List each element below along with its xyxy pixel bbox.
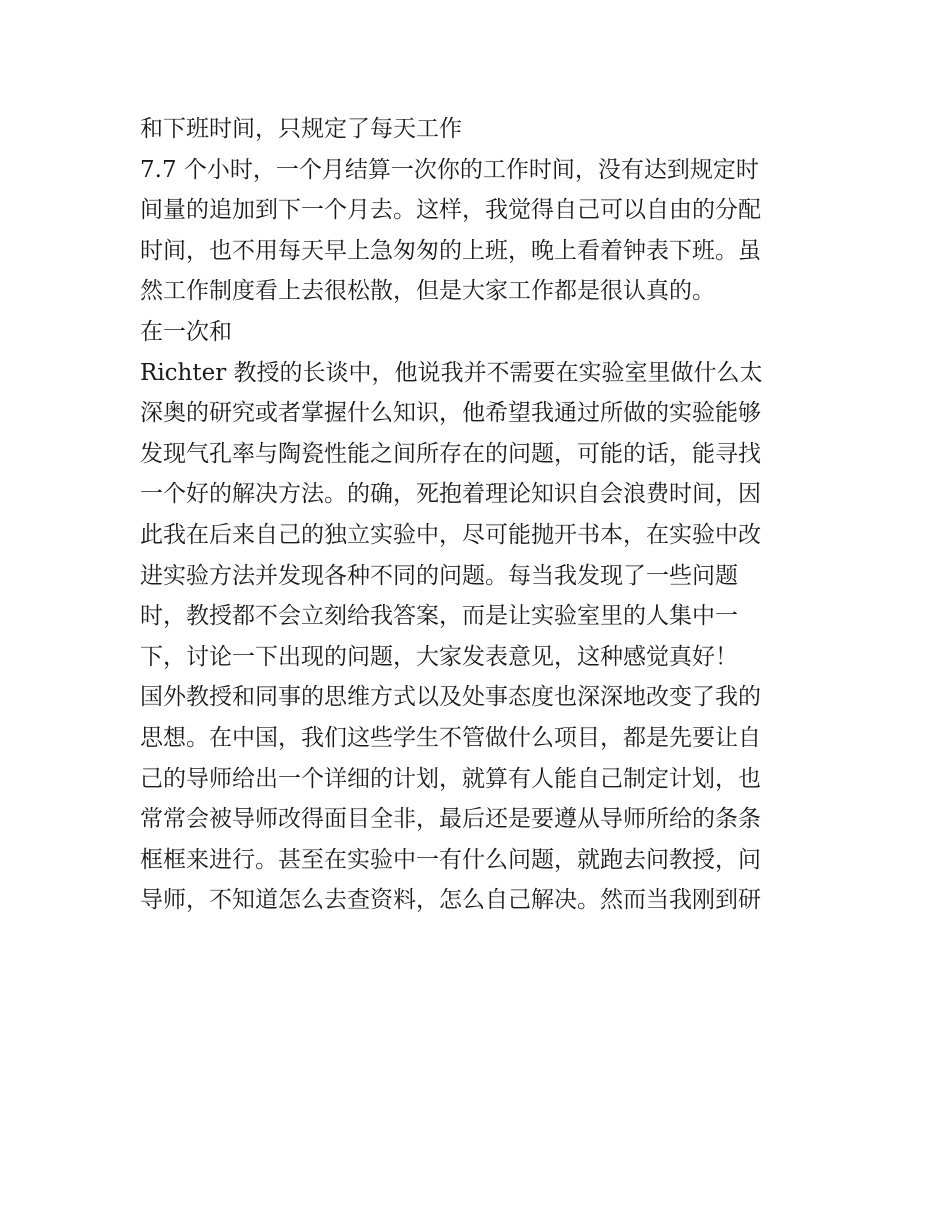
text-line: 下，讨论一下出现的问题，大家发表意见，这种感觉真好！ <box>140 643 738 670</box>
text-line: 间量的追加到下一个月去。这样，我觉得自己可以自由的分配 <box>140 197 761 224</box>
text-line: 发现气孔率与陶瓷性能之间所存在的问题，可能的话，能寻找 <box>140 440 761 467</box>
text-line: 然工作制度看上去很松散，但是大家工作都是很认真的。 <box>140 278 715 305</box>
text-line: 思想。在中国，我们这些学生不管做什么项目，都是先要让自 <box>140 724 761 751</box>
text-line: 时，教授都不会立刻给我答案，而是让实验室里的人集中一 <box>140 603 738 630</box>
body-text <box>140 109 820 921</box>
text-line: 7.7 个小时，一个月结算一次你的工作时间，没有达到规定时 <box>140 156 759 183</box>
text-line: 深奥的研究或者掌握什么知识，他希望我通过所做的实验能够 <box>140 400 761 427</box>
text-line: 框框来进行。甚至在实验中一有什么问题，就跑去问教授，问 <box>140 846 761 873</box>
text-line: 时间，也不用每天早上急匆匆的上班，晚上看着钟表下班。虽 <box>140 237 761 264</box>
text-line: 进实验方法并发现各种不同的问题。每当我发现了一些问题 <box>140 562 738 589</box>
text-line: 在一次和 <box>140 318 232 345</box>
text-line: 导师，不知道怎么去查资料，怎么自己解决。然而当我刚到研 <box>140 887 761 914</box>
text-line: 此我在后来自己的独立实验中，尽可能抛开书本，在实验中改 <box>140 521 761 548</box>
text-line: 一个好的解决方法。的确，死抱着理论知识自会浪费时间，因 <box>140 481 761 508</box>
text-line: 己的导师给出一个详细的计划，就算有人能自己制定计划，也 <box>140 765 761 792</box>
text-line: 国外教授和同事的思维方式以及处事态度也深深地改变了我的 <box>140 684 761 711</box>
text-line: 和下班时间，只规定了每天工作 <box>140 116 462 142</box>
text-line: Richter 教授的长谈中，他说我并不需要在实验室里做什么太 <box>140 359 763 386</box>
text-line: 常常会被导师改得面目全非，最后还是要遵从导师所给的条条 <box>140 806 761 833</box>
